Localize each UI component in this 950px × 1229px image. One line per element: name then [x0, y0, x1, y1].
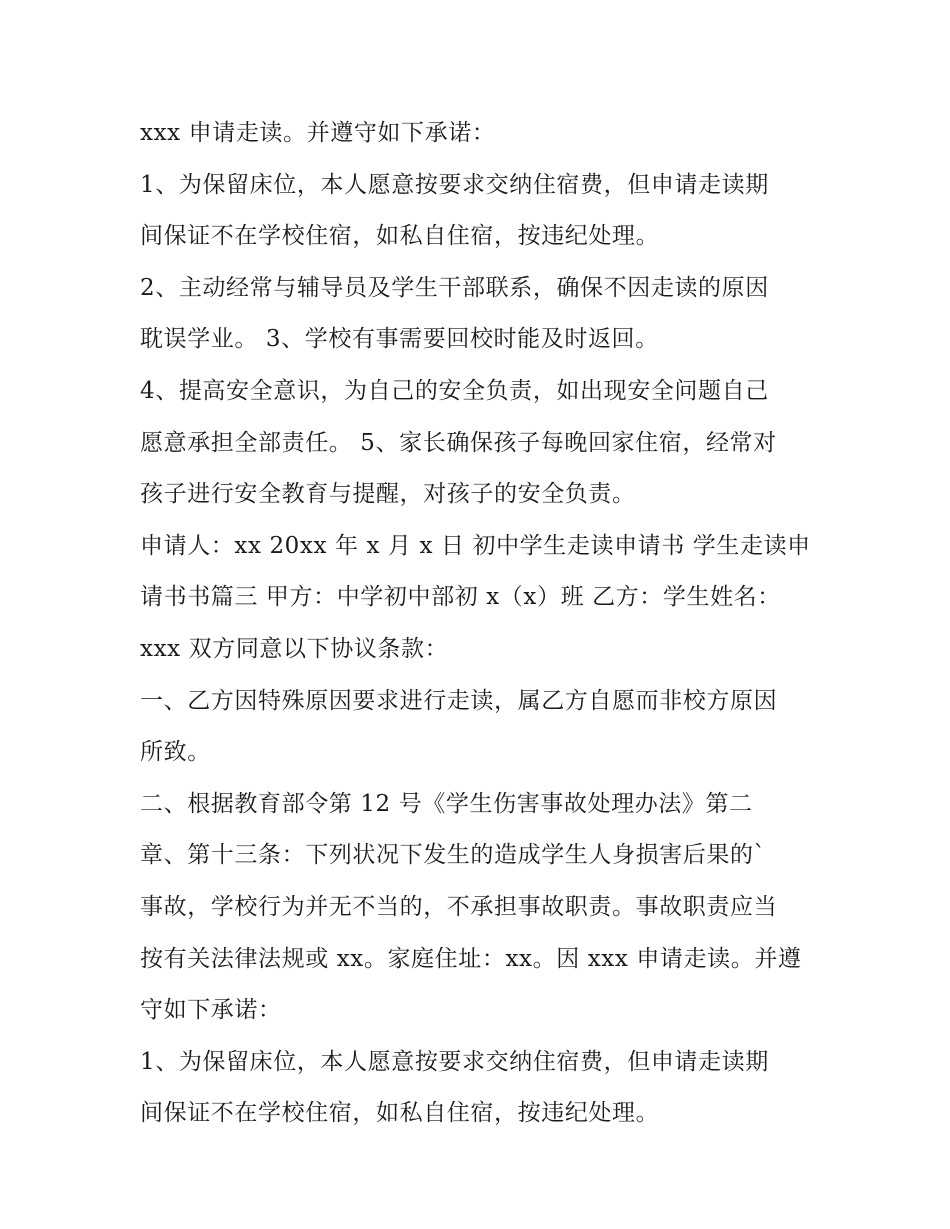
text-line: xxx 申请走读。并遵守如下承诺： — [140, 120, 496, 146]
text-line: 孩子进行安全教育与提醒，对孩子的安全负责。 — [140, 481, 636, 508]
text-line: 二、根据教育部令第 12 号《学生伤害事故处理办法》第二 — [140, 790, 753, 817]
text-line: 1、为保留床位，本人愿意按要求交纳住宿费，但申请走读期 — [140, 171, 769, 198]
text-line: 4、提高安全意识，为自己的安全负责，如出现安全问题自己 — [140, 377, 769, 404]
text-line: 守如下承诺： — [140, 997, 282, 1024]
text-line: 间保证不在学校住宿，如私自住宿，按违纪处理。 — [140, 223, 660, 250]
text-line: xxx 双方同意以下协议条款： — [140, 635, 449, 662]
text-line: 申请人：xx 20xx 年 x 月 x 日 初中学生走读申请书 学生走读申 — [140, 532, 811, 559]
text-line: 按有关法律法规或 xx。家庭住址：xx。因 xxx 申请走读。并遵 — [140, 945, 802, 972]
text-line: 请书书篇三 甲方：中学初中部初 x（x）班 乙方：学生姓名： — [140, 584, 781, 611]
document-body — [140, 108, 830, 1140]
text-line: 1、为保留床位，本人愿意按要求交纳住宿费，但申请走读期 — [140, 1048, 769, 1075]
text-line: 事故，学校行为并无不当的，不承担事故职责。事故职责应当 — [140, 893, 778, 920]
text-line: 一、乙方因特殊原因要求进行走读，属乙方自愿而非校方原因 — [140, 687, 778, 714]
text-line: 章、第十三条：下列状况下发生的造成学生人身损害后果的` — [140, 842, 766, 869]
text-line: 愿意承担全部责任。 5、家长确保孩子每晚回家住宿，经常对 — [140, 429, 777, 456]
text-line: 2、主动经常与辅导员及学生干部联系，确保不因走读的原因 — [140, 274, 769, 301]
text-line: 间保证不在学校住宿，如私自住宿，按违纪处理。 — [140, 1100, 660, 1127]
text-line: 耽误学业。 3、学校有事需要回校时能及时返回。 — [140, 326, 659, 353]
text-line: 所致。 — [140, 739, 211, 766]
